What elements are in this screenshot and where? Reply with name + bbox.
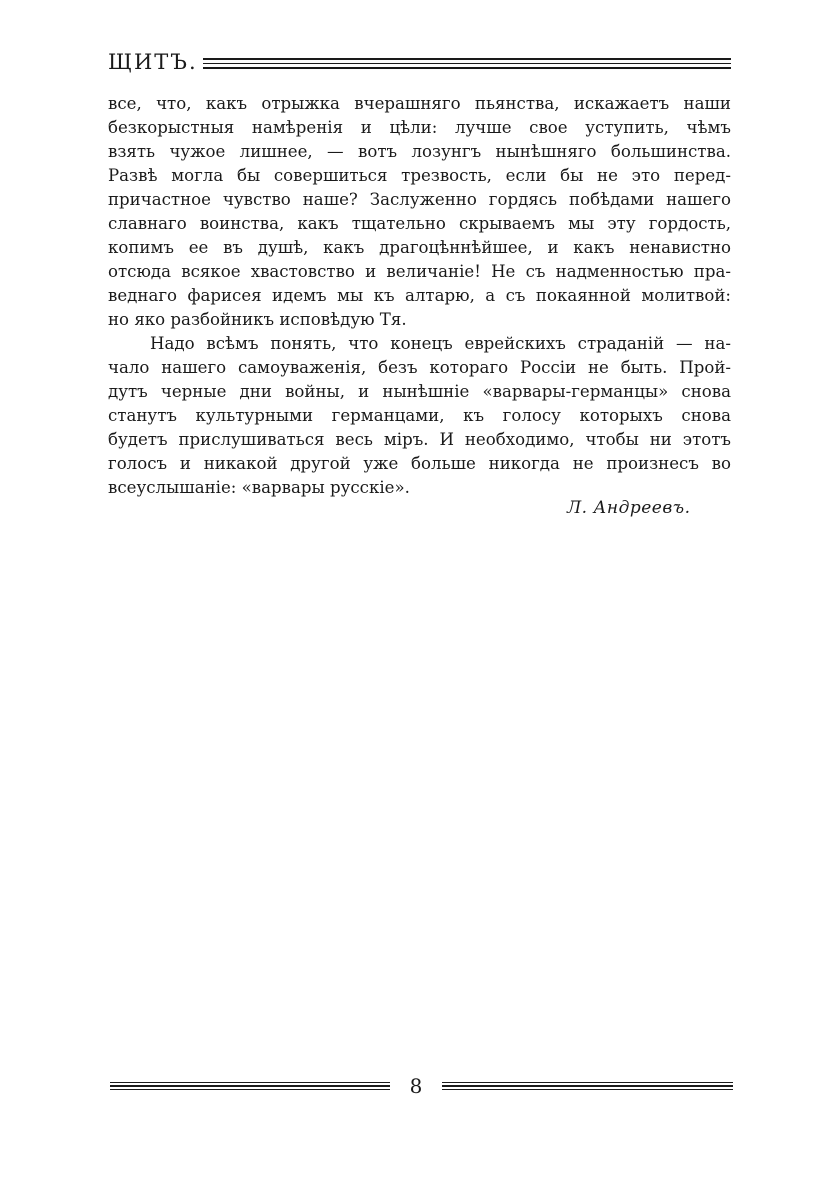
text-line: все, что, какъ отрыжка вчерашняго пьянства, искажаетъ наши: [108, 94, 731, 113]
text-line: но яко разбойникъ исповѣдую Тя.: [108, 310, 407, 329]
text-line: причастное чувство наше? Заслуженно гордясь побѣдами нашего: [108, 190, 731, 209]
article-body: [108, 92, 731, 500]
header-rule: [203, 58, 731, 70]
author-signature: Л. Андреевъ.: [567, 498, 691, 518]
text-line: дутъ черные дни войны, и нынѣшніе «варвары-германцы» снова: [108, 382, 731, 401]
page-number: 8: [409, 1074, 423, 1098]
footer-rule-left: [110, 1082, 390, 1092]
text-line: веднаго фарисея идемъ мы къ алтарю, а съ покаянной молитвой:: [108, 286, 731, 305]
paragraph-1: [108, 92, 731, 332]
paragraph-2: [108, 332, 731, 500]
text-line: Надо всѣмъ понять, что конецъ еврейскихъ страданій — на-: [150, 334, 731, 353]
text-line: голосъ и никакой другой уже больше никогда не произнесъ во: [108, 454, 731, 473]
text-line: чало нашего самоуваженія, безъ котораго Россіи не быть. Прой-: [108, 358, 731, 377]
text-line: копимъ ее въ душѣ, какъ драгоцѣннѣйшее, и какъ ненавистно: [108, 238, 731, 257]
text-line: безкорыстныя намѣренія и цѣли: лучше свое уступить, чѣмъ: [108, 118, 731, 137]
text-line: Развѣ могла бы совершиться трезвость, если бы не это перед-: [108, 166, 731, 185]
text-line: всеуслышаніе: «варвары русскіе».: [108, 478, 410, 497]
running-title: ЩИТЪ.: [108, 50, 198, 74]
footer-rule-right: [442, 1082, 733, 1092]
text-line: станутъ культурными германцами, къ голосу которыхъ снова: [108, 406, 731, 425]
text-line: взять чужое лишнее, — вотъ лозунгъ нынѣшняго большинства.: [108, 142, 731, 161]
text-line: будетъ прислушиваться весь міръ. И необходимо, чтобы ни этотъ: [108, 430, 731, 449]
text-line: славнаго воинства, какъ тщательно скрываемъ мы эту гордость,: [108, 214, 731, 233]
text-line: отсюда всякое хвастовство и величаніе! Не съ надменностью пра-: [108, 262, 731, 281]
